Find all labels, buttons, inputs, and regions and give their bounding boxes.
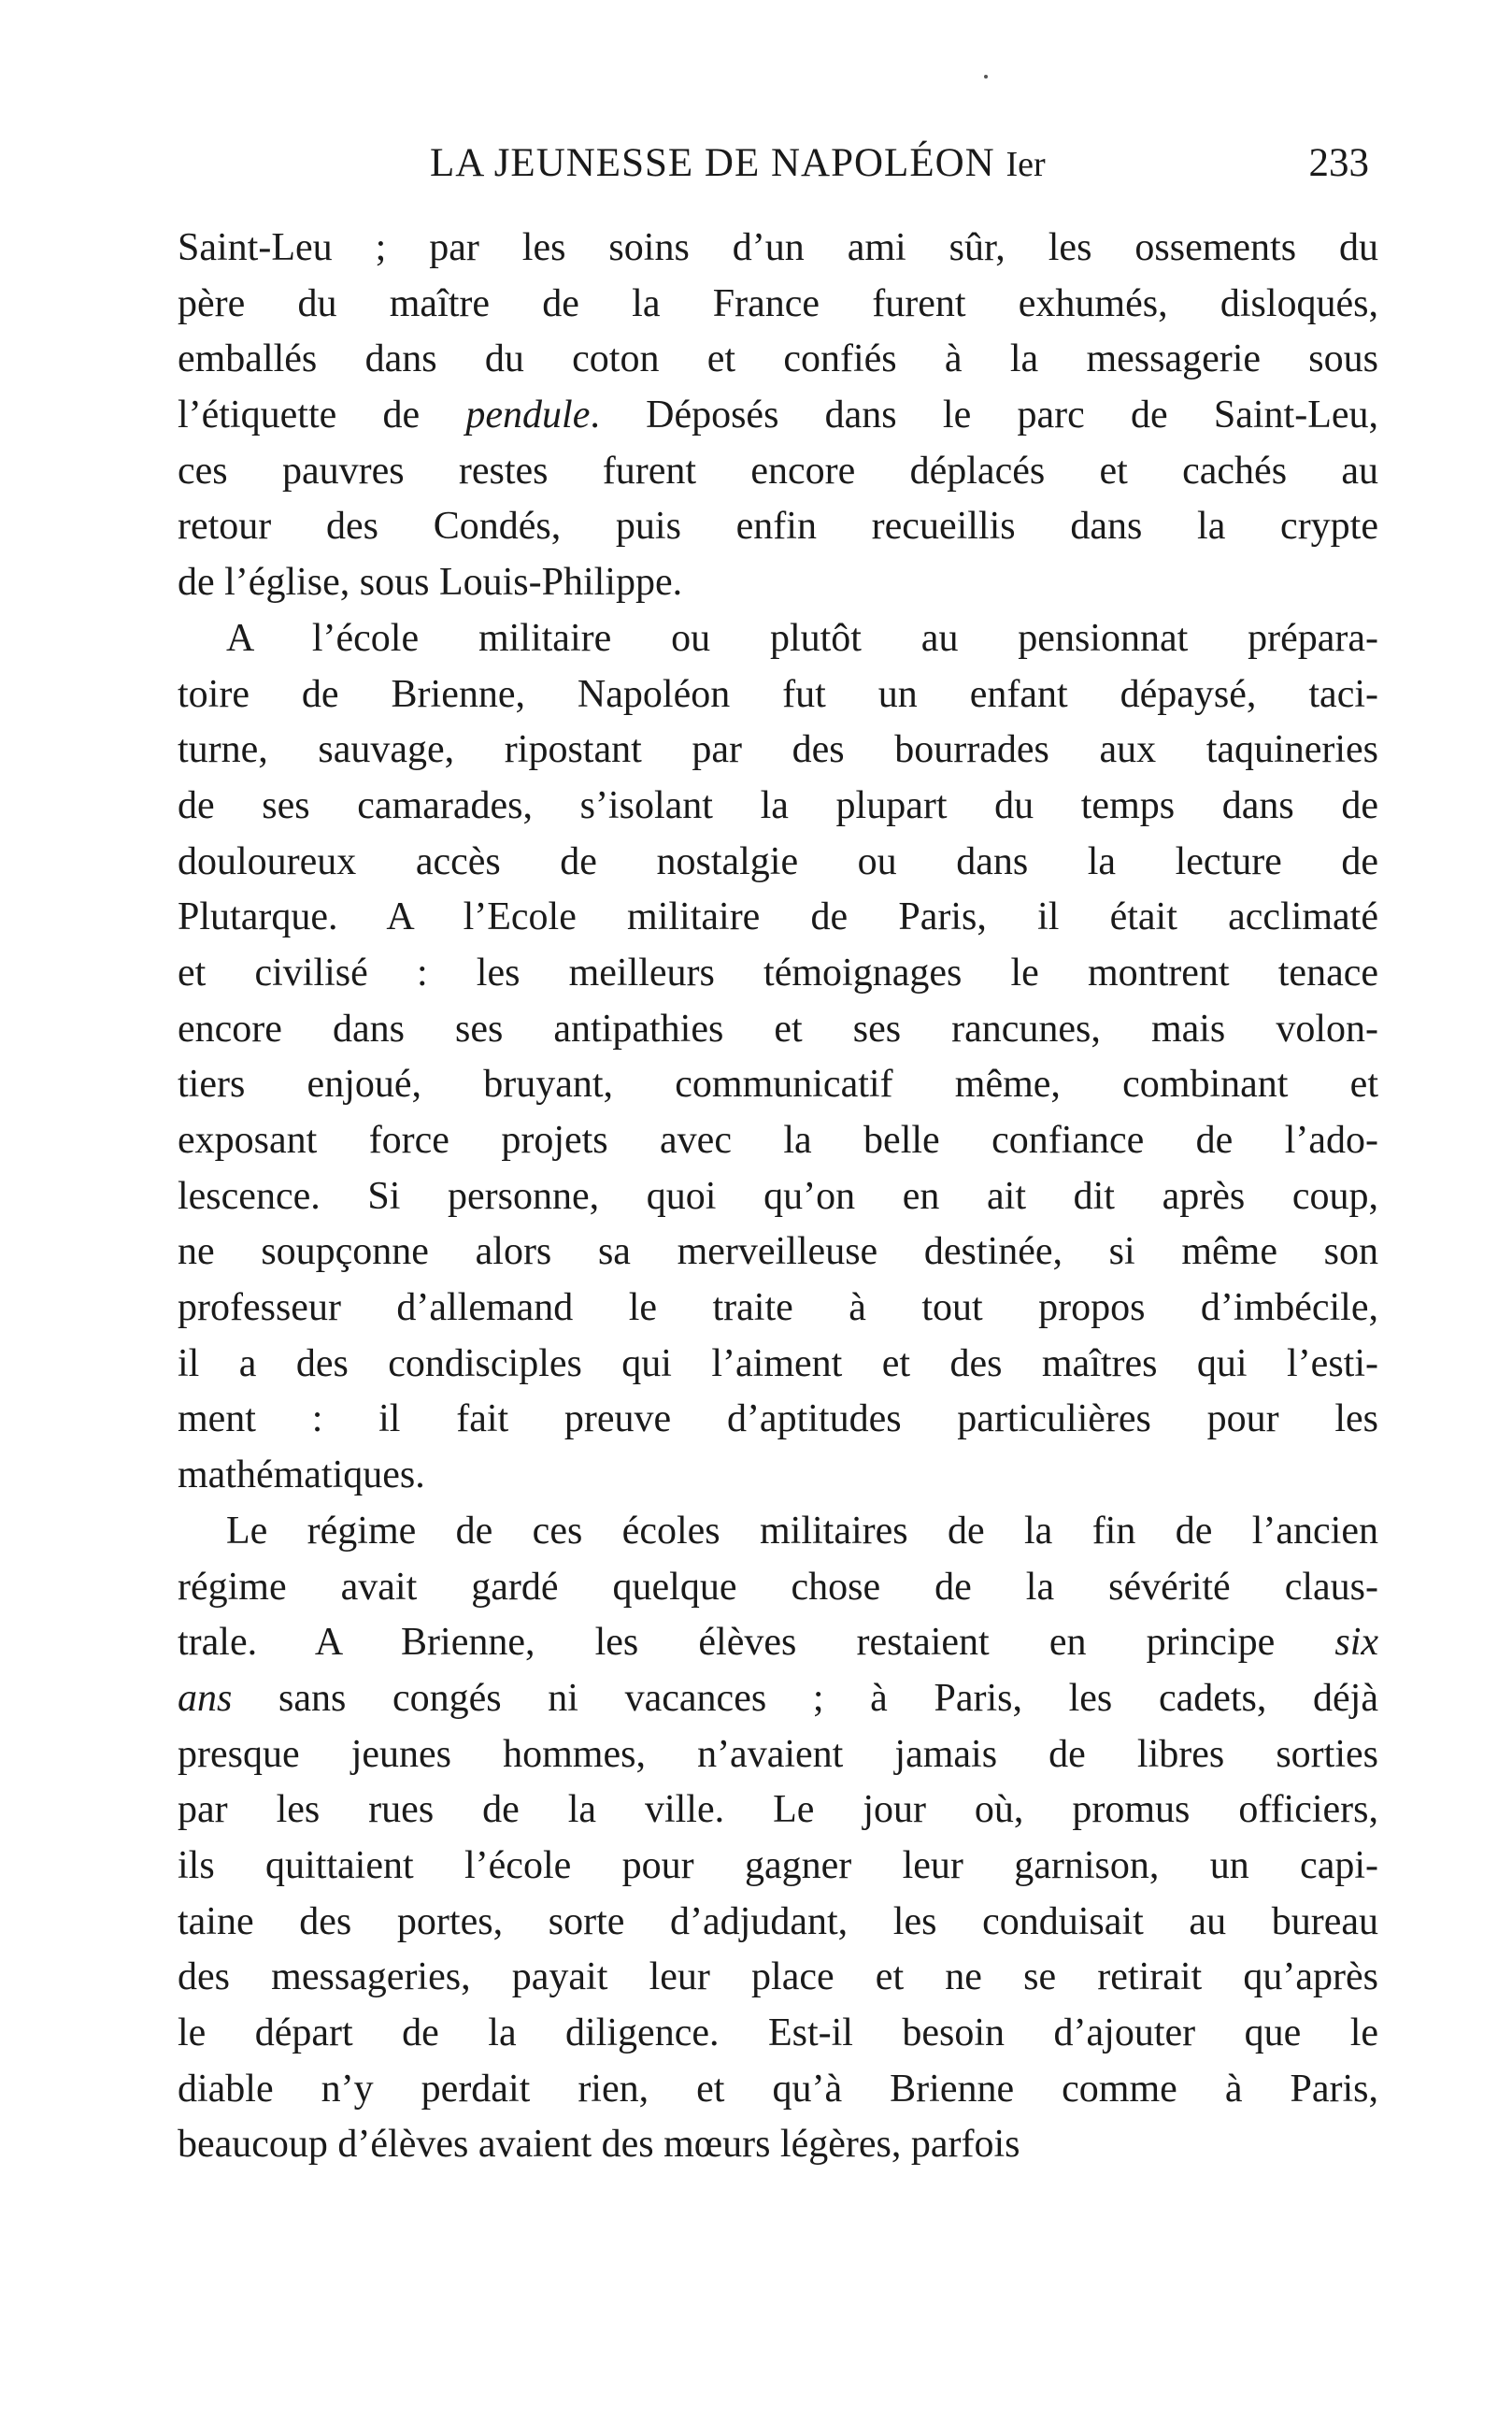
- italic-word: six: [1334, 1621, 1378, 1665]
- text-line: [178, 1615, 1378, 1671]
- text-line: beaucoup d’élèves avaient des mœurs légères, parfois: [178, 2123, 1020, 2167]
- text-line: par les rues de la ville. Le jour où, promus officiers,: [178, 1788, 1378, 1832]
- line-text: l’étiquette de: [178, 394, 466, 437]
- text-line: [178, 388, 1378, 444]
- text-line: A l’école militaire ou plutôt au pensionnat prépara-: [226, 616, 1378, 660]
- running-title-text: LA JEUNESSE DE NAPOLÉON: [430, 141, 995, 185]
- text-line: ment : il fait preuve d’aptitudes particulières pour les: [178, 1397, 1378, 1441]
- paragraph: [178, 611, 1378, 1504]
- paragraph: [178, 221, 1378, 611]
- text-line: diable n’y perdait rien, et qu’à Brienne comme à Paris,: [178, 2067, 1378, 2111]
- text-line: Saint-Leu ; par les soins d’un ami sûr, les ossements du: [178, 226, 1378, 269]
- text-line: le départ de la diligence. Est-il besoin d’ajouter que le: [178, 2011, 1378, 2054]
- text-line: retour des Condés, puis enfin recueillis dans la crypte: [178, 505, 1378, 549]
- page-number: 233: [1308, 141, 1369, 185]
- text-line: ne soupçonne alors sa merveilleuse destinée, si même son: [178, 1230, 1378, 1274]
- text-line: il a des condisciples qui l’aiment et des maîtres qui l’esti-: [178, 1341, 1378, 1385]
- text-line: taine des portes, sorte d’adjudant, les conduisait au bureau: [178, 1899, 1378, 1943]
- italic-word: ans: [178, 1676, 233, 1720]
- line-text: trale. A Brienne, les élèves restaient en principe: [178, 1621, 1335, 1665]
- text-line: presque jeunes hommes, n’avaient jamais de libres sorties: [178, 1732, 1378, 1776]
- text-line: toire de Brienne, Napoléon fut un enfant dépaysé, taci-: [178, 672, 1378, 716]
- text-line: emballés dans du coton et confiés à la messagerie sous: [178, 337, 1378, 381]
- text-line: ils quittaient l’école pour gagner leur garnison, un capi-: [178, 1843, 1378, 1887]
- text-line: lescence. Si personne, quoi qu’on en ait dit après coup,: [178, 1174, 1378, 1218]
- text-line: douloureux accès de nostalgie ou dans la lecture de: [178, 839, 1378, 883]
- text-line: exposant force projets avec la belle confiance de l’ado-: [178, 1119, 1378, 1162]
- running-head: [178, 140, 1378, 196]
- line-text: . Déposés dans le parc de Saint-Leu,: [590, 394, 1378, 437]
- text-line: Plutarque. A l’Ecole militaire de Paris, il était acclimaté: [178, 895, 1378, 939]
- text-line: de l’église, sous Louis-Philippe.: [178, 561, 683, 605]
- text-line: régime avait gardé quelque chose de la sévérité claus-: [178, 1565, 1378, 1609]
- text-line: et civilisé : les meilleurs témoignages le montrent tenace: [178, 951, 1378, 995]
- text-line: tiers enjoué, bruyant, communicatif même, combinant et: [178, 1063, 1378, 1107]
- paragraph: [178, 1504, 1378, 2173]
- print-speck: [984, 75, 988, 79]
- running-title-ordinal: Ier: [1006, 145, 1046, 184]
- text-line: mathématiques.: [178, 1453, 425, 1497]
- italic-word: pendule: [465, 394, 591, 437]
- text-line: père du maître de la France furent exhumés, disloqués,: [178, 281, 1378, 325]
- text-line: de ses camarades, s’isolant la plupart du temps dans de: [178, 783, 1378, 827]
- line-text: sans congés ni vacances ; à Paris, les cadets, déjà: [232, 1676, 1378, 1720]
- text-line: turne, sauvage, ripostant par des bourrades aux taquineries: [178, 728, 1378, 772]
- text-line: [178, 1671, 1378, 1727]
- text-line: ces pauvres restes furent encore déplacés et cachés au: [178, 449, 1378, 493]
- running-title: [430, 140, 1046, 186]
- text-line: encore dans ses antipathies et ses rancunes, mais volon-: [178, 1007, 1378, 1051]
- text-line: Le régime de ces écoles militaires de la fin de l’ancien: [226, 1509, 1378, 1553]
- body-text: [178, 221, 1378, 2173]
- text-line: des messageries, payait leur place et ne se retirait qu’après: [178, 1955, 1378, 1999]
- text-line: professeur d’allemand le traite à tout propos d’imbécile,: [178, 1286, 1378, 1330]
